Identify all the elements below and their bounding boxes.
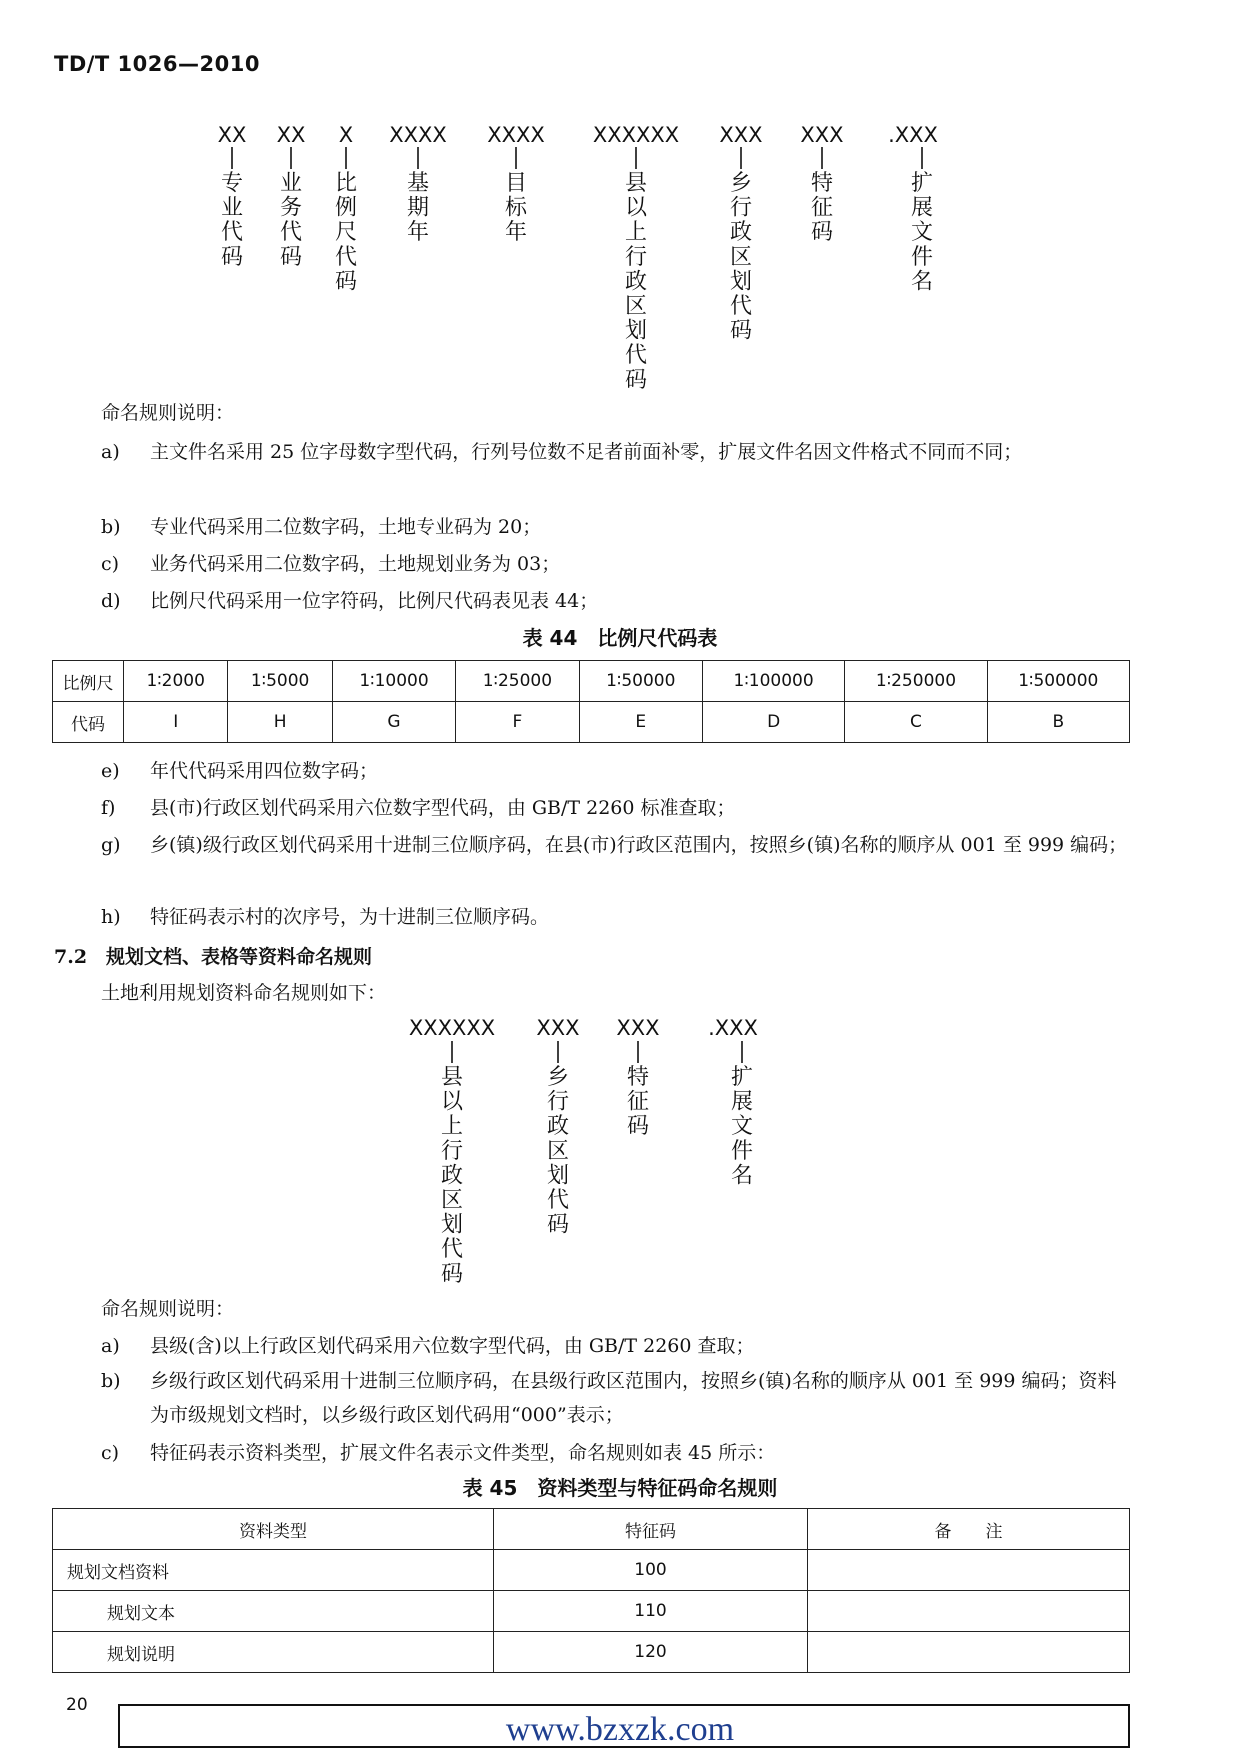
- item-text: 县级(含)以上行政区划代码采用六位数字型代码，由 GB/T 2260 查取；: [150, 1335, 755, 1357]
- segment-mark: XXXX: [389, 123, 447, 147]
- item-text: 乡级行政区划代码采用十进制三位顺序码，在县级行政区范围内，按照乡(镇)名称的顺序从 001 至 999 编码；资料为市级规划文档时，以乡级行政区划代码用“000”表示；: [150, 1370, 1117, 1426]
- table-45: [52, 1508, 1130, 1673]
- row-header: 代码: [53, 702, 124, 743]
- item-label: e): [101, 760, 120, 782]
- table-cell: 规划文本: [53, 1591, 494, 1632]
- item-text: 乡(镇)级行政区划代码采用十进制三位顺序码，在县(市)行政区范围内，按照乡(镇)名称的顺序从 001 至 999 编码；: [150, 834, 1128, 856]
- segment-mark: XX: [276, 123, 306, 147]
- segment-mark: X: [338, 123, 354, 147]
- segment-label: 基期年: [406, 171, 430, 246]
- section-heading-7-2: 7.2 规划文档、表格等资料命名规则: [54, 946, 373, 968]
- section-intro: 土地利用规划资料命名规则如下：: [101, 982, 387, 1004]
- item-label: a): [101, 441, 120, 463]
- table-cell: G: [332, 702, 455, 743]
- item-text: 业务代码采用二位数字码，土地规划业务为 03；: [150, 553, 561, 575]
- segment-mark: XXX: [800, 123, 844, 147]
- item-label: c): [101, 1442, 120, 1464]
- standard-code: TD/T 1026—2010: [54, 52, 260, 76]
- segment-mark: .XXX: [708, 1016, 758, 1040]
- item-text: 特征码表示资料类型，扩展文件名表示文件类型，命名规则如表 45 所示：: [150, 1442, 776, 1464]
- segment-label: 乡行政区划代码: [546, 1065, 570, 1238]
- segment-mark: XXX: [616, 1016, 660, 1040]
- segment-label: 县以上行政区划代码: [624, 171, 648, 393]
- table-row: [53, 661, 1130, 702]
- list-item: [101, 900, 1131, 934]
- item-label: f): [101, 797, 116, 819]
- footer-url: www.bzxzk.com: [505, 1711, 735, 1748]
- table-cell: 1∶50000: [579, 661, 702, 702]
- segment-label: 目标年: [504, 171, 528, 246]
- segment-label: 乡行政区划代码: [729, 171, 753, 344]
- segment-label: 扩展文件名: [910, 171, 934, 295]
- item-label: b): [101, 1370, 121, 1392]
- segment-label: 比例尺代码: [334, 171, 358, 295]
- table-cell: 100: [494, 1550, 808, 1591]
- list-item: [101, 1329, 1131, 1363]
- segment-mark: XXX: [719, 123, 763, 147]
- segment-mark: .XXX: [888, 123, 938, 147]
- item-label: c): [101, 553, 120, 575]
- table-cell: [808, 1591, 1130, 1632]
- item-text: 主文件名采用 25 位字母数字型代码，行列号位数不足者前面补零，扩展文件名因文件格式不同而不同；: [150, 441, 1023, 463]
- table-cell: E: [579, 702, 702, 743]
- table-cell: 1∶10000: [332, 661, 455, 702]
- table-cell: 规划说明: [53, 1632, 494, 1673]
- table-44: [52, 660, 1130, 743]
- table-cell: I: [124, 702, 228, 743]
- segment-label: 扩展文件名: [730, 1065, 754, 1189]
- table-row: [53, 1632, 1130, 1673]
- table-cell: 1∶5000: [228, 661, 332, 702]
- column-header: 备 注: [808, 1509, 1130, 1550]
- item-label: h): [101, 906, 121, 928]
- item-label: a): [101, 1335, 120, 1357]
- table-cell: 110: [494, 1591, 808, 1632]
- item-text: 专业代码采用二位数字码，土地专业码为 20；: [150, 516, 542, 538]
- segment-mark: XXXXXX: [408, 1016, 496, 1040]
- item-text: 比例尺代码采用一位字符码，比例尺代码表见表 44；: [150, 590, 599, 612]
- table-cell: F: [456, 702, 579, 743]
- item-label: b): [101, 516, 121, 538]
- table-cell: 1∶100000: [702, 661, 844, 702]
- list-item: [101, 828, 1131, 862]
- row-header: 比例尺: [53, 661, 124, 702]
- table-row: [53, 1550, 1130, 1591]
- table-44-caption: 表 44 比例尺代码表: [522, 626, 718, 650]
- item-text: 县(市)行政区划代码采用六位数字型代码，由 GB/T 2260 标准查取；: [150, 797, 736, 819]
- list-item: [101, 584, 1131, 618]
- segment-label: 业务代码: [279, 171, 303, 270]
- item-label: g): [101, 834, 121, 856]
- list-item: [101, 1436, 1131, 1470]
- table-row: [53, 702, 1130, 743]
- table-cell: 120: [494, 1632, 808, 1673]
- item-text: 年代代码采用四位数字码；: [150, 760, 379, 782]
- table-header-row: [53, 1509, 1130, 1550]
- column-header: 资料类型: [53, 1509, 494, 1550]
- table-cell: 1∶500000: [987, 661, 1129, 702]
- segment-mark: XXX: [536, 1016, 580, 1040]
- list-item: [101, 547, 1131, 581]
- segment-label: 特征码: [626, 1065, 650, 1140]
- table-cell: 规划文档资料: [53, 1550, 494, 1591]
- table-cell: C: [845, 702, 987, 743]
- list-item: [101, 1364, 1131, 1432]
- table-cell: B: [987, 702, 1129, 743]
- column-header: 特征码: [494, 1509, 808, 1550]
- list-item: [101, 754, 1131, 788]
- table-45-caption: 表 45 资料类型与特征码命名规则: [462, 1476, 778, 1500]
- table-cell: 1∶25000: [456, 661, 579, 702]
- table-cell: 1∶2000: [124, 661, 228, 702]
- page-number: 20: [66, 1695, 88, 1715]
- segment-label: 专业代码: [220, 171, 244, 270]
- list-item: [101, 435, 1131, 469]
- segment-mark: XX: [217, 123, 247, 147]
- item-text: 特征码表示村的次序号，为十进制三位顺序码。: [150, 906, 550, 928]
- item-label: d): [101, 590, 121, 612]
- table-cell: [808, 1632, 1130, 1673]
- notes-title-2: 命名规则说明：: [101, 1298, 235, 1320]
- table-cell: [808, 1550, 1130, 1591]
- notes-title-1: 命名规则说明：: [101, 402, 235, 424]
- list-item: [101, 510, 1131, 544]
- list-item: [101, 791, 1131, 825]
- segment-label: 县以上行政区划代码: [440, 1065, 464, 1287]
- segment-mark: XXXX: [487, 123, 545, 147]
- table-cell: H: [228, 702, 332, 743]
- table-cell: 1∶250000: [845, 661, 987, 702]
- table-row: [53, 1591, 1130, 1632]
- table-cell: D: [702, 702, 844, 743]
- segment-mark: XXXXXX: [592, 123, 680, 147]
- segment-label: 特征码: [810, 171, 834, 246]
